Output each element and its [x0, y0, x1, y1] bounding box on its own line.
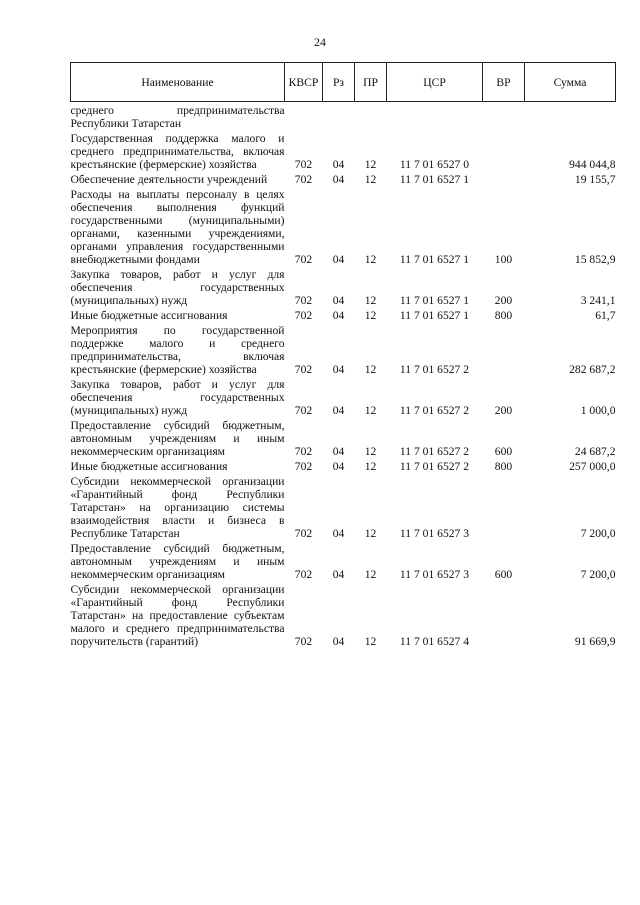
row-sum: [525, 102, 616, 131]
row-kvsr: 702: [294, 527, 313, 540]
row-kvsr: 702: [294, 363, 313, 376]
table-row: [71, 417, 616, 458]
row-sum: 19 155,7: [574, 173, 616, 186]
row-vr: [483, 102, 525, 131]
table-row: [71, 458, 616, 473]
row-name: Предоставление субсидий бюджетным, автономным учреждениям и иным некоммерческим организациям: [70, 419, 285, 458]
budget-table: [70, 62, 616, 648]
row-csr: 11 7 01 6527 2: [399, 363, 470, 376]
header-kvsr: КВСР: [285, 63, 323, 102]
row-rz: 04: [332, 445, 345, 458]
row-vr: [483, 322, 525, 376]
row-sum: 944 044,8: [569, 158, 616, 171]
header-vr: ВР: [483, 63, 525, 102]
row-csr: 11 7 01 6527 2: [399, 445, 470, 458]
row-pr: 12: [364, 309, 377, 322]
row-pr: 12: [364, 568, 377, 581]
row-rz: 04: [332, 460, 345, 473]
table-row: [71, 102, 616, 131]
row-pr: 12: [364, 460, 377, 473]
row-kvsr: 702: [294, 309, 313, 322]
page-number: 24: [314, 35, 326, 49]
row-sum: 7 200,0: [580, 568, 616, 581]
row-sum: 7 200,0: [580, 527, 616, 540]
row-pr: 12: [364, 363, 377, 376]
row-csr: 11 7 01 6527 1: [399, 309, 470, 322]
table-row: [71, 473, 616, 540]
row-csr: 11 7 01 6527 4: [399, 635, 470, 648]
header-sum: Сумма: [525, 63, 616, 102]
header-rz: Рз: [323, 63, 355, 102]
row-csr: 11 7 01 6527 3: [399, 527, 470, 540]
row-sum: 1 000,0: [580, 404, 616, 417]
row-pr: 12: [364, 635, 377, 648]
row-rz: 04: [332, 173, 345, 186]
row-pr: 12: [364, 527, 377, 540]
row-sum: 282 687,2: [569, 363, 616, 376]
row-kvsr: 702: [294, 253, 313, 266]
table-row: [71, 171, 616, 186]
row-vr: [483, 581, 525, 648]
row-csr: 11 7 01 6527 1: [399, 173, 470, 186]
row-vr: 200: [494, 404, 513, 417]
row-kvsr: 702: [294, 568, 313, 581]
row-sum: 3 241,1: [580, 294, 616, 307]
table-header-row: [71, 63, 616, 102]
table-row: [71, 307, 616, 322]
row-vr: 600: [494, 568, 513, 581]
row-rz: 04: [332, 635, 345, 648]
header-csr: ЦСР: [387, 63, 483, 102]
row-name: Обеспечение деятельности учреждений: [70, 173, 268, 186]
row-vr: [483, 130, 525, 171]
row-rz: 04: [332, 527, 345, 540]
row-sum: 15 852,9: [574, 253, 616, 266]
row-kvsr: 702: [294, 173, 313, 186]
row-csr: 11 7 01 6527 1: [399, 253, 470, 266]
row-vr: 100: [494, 253, 513, 266]
row-name: Расходы на выплаты персоналу в целях обеспечения выполнения функций государственными (муниципальными) органами, казенными учреждениями, органами управления государственными внебюджетными фондами: [70, 188, 285, 266]
row-rz: 04: [332, 253, 345, 266]
table-row: [71, 376, 616, 417]
row-name: среднего предпринимательства Республики Татарстан: [70, 104, 285, 130]
row-sum: 257 000,0: [569, 460, 616, 473]
row-sum: 91 669,9: [574, 635, 616, 648]
row-name: Мероприятия по государственной поддержке малого и среднего предпринимательства, включая крестьянские (фермерские) хозяйства: [70, 324, 285, 376]
table-row: [71, 540, 616, 581]
row-kvsr: 702: [294, 460, 313, 473]
row-vr: 600: [494, 445, 513, 458]
row-kvsr: 702: [294, 404, 313, 417]
table-row: [71, 322, 616, 376]
row-name: Субсидии некоммерческой организации «Гарантийный фонд Республики Татарстан» на предоставление субъектам малого и среднего предпринимательства поручительств (гарантий): [70, 583, 285, 648]
row-vr: 200: [494, 294, 513, 307]
table-row: [71, 130, 616, 171]
row-rz: 04: [332, 568, 345, 581]
row-name: Закупка товаров, работ и услуг для обеспечения государственных (муниципальных) нужд: [70, 268, 285, 307]
row-rz: 04: [332, 309, 345, 322]
row-kvsr: 702: [294, 445, 313, 458]
row-vr: [483, 473, 525, 540]
row-rz: 04: [332, 363, 345, 376]
row-pr: [355, 102, 387, 131]
row-csr: 11 7 01 6527 3: [399, 568, 470, 581]
table-row: [71, 186, 616, 266]
header-pr: ПР: [355, 63, 387, 102]
row-kvsr: 702: [294, 635, 313, 648]
row-vr: 800: [494, 309, 513, 322]
row-csr: 11 7 01 6527 2: [399, 404, 470, 417]
row-rz: [323, 102, 355, 131]
row-pr: 12: [364, 445, 377, 458]
row-csr: 11 7 01 6527 2: [399, 460, 470, 473]
row-pr: 12: [364, 253, 377, 266]
row-sum: 24 687,2: [574, 445, 616, 458]
header-name: Наименование: [71, 63, 285, 102]
row-pr: 12: [364, 294, 377, 307]
table-row: [71, 581, 616, 648]
row-rz: 04: [332, 294, 345, 307]
row-csr: 11 7 01 6527 0: [399, 158, 470, 171]
row-name: Субсидии некоммерческой организации «Гарантийный фонд Республики Татарстан» на организацию системы взаимодействия власти и бизнеса в Республике Татарстан: [70, 475, 285, 540]
row-kvsr: [285, 102, 323, 131]
row-pr: 12: [364, 404, 377, 417]
row-sum: 61,7: [595, 309, 616, 322]
row-rz: 04: [332, 158, 345, 171]
row-vr: [483, 171, 525, 186]
row-csr: 11 7 01 6527 1: [399, 294, 470, 307]
row-kvsr: 702: [294, 158, 313, 171]
row-vr: 800: [494, 460, 513, 473]
row-pr: 12: [364, 158, 377, 171]
row-name: Иные бюджетные ассигнования: [70, 460, 228, 473]
row-rz: 04: [332, 404, 345, 417]
row-kvsr: 702: [294, 294, 313, 307]
row-pr: 12: [364, 173, 377, 186]
table-row: [71, 266, 616, 307]
row-csr: [387, 102, 483, 131]
row-name: Государственная поддержка малого и среднего предпринимательства, включая крестьянские (фермерские) хозяйства: [70, 132, 285, 171]
row-name: Предоставление субсидий бюджетным, автономным учреждениям и иным некоммерческим организациям: [70, 542, 285, 581]
row-name: Иные бюджетные ассигнования: [70, 309, 228, 322]
row-name: Закупка товаров, работ и услуг для обеспечения государственных (муниципальных) нужд: [70, 378, 285, 417]
